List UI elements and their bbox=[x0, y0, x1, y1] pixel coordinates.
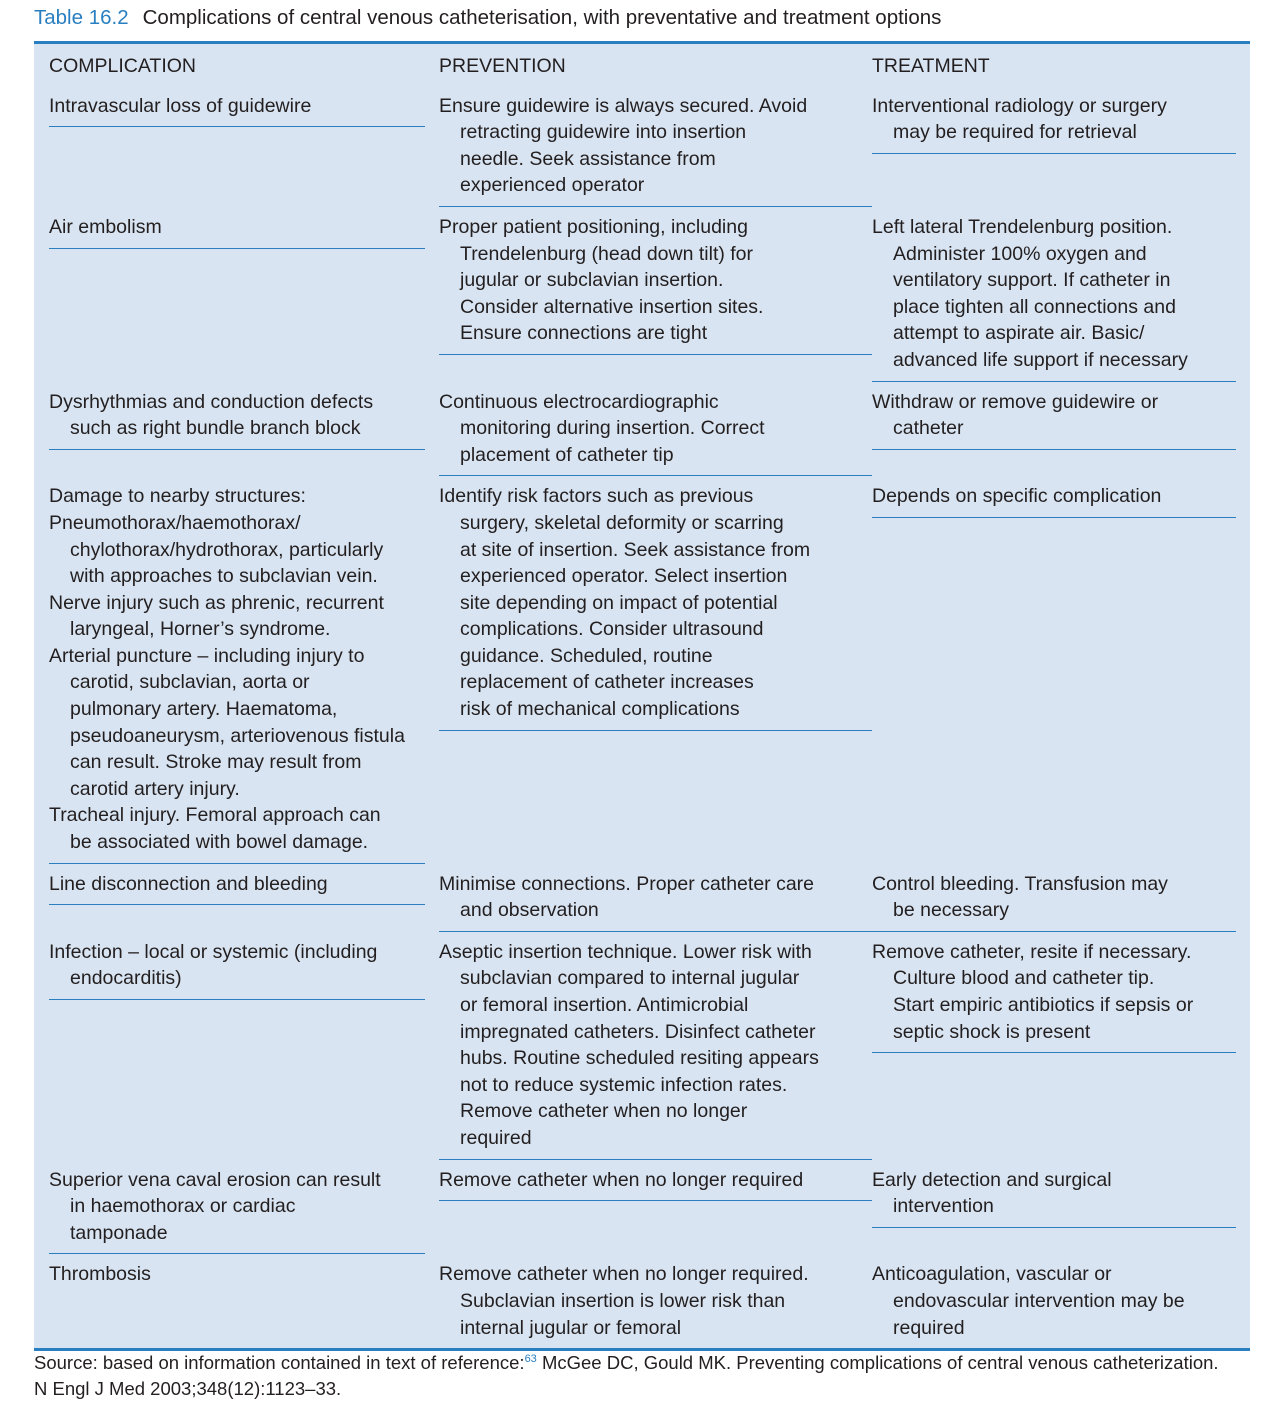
complication-text: Pneumothorax/haemothorax/ chylothorax/hydrothorax, particularly with approaches to subclavian vein. bbox=[49, 511, 384, 588]
reference-number: 63 bbox=[524, 1353, 537, 1365]
complication-cell bbox=[49, 476, 425, 863]
complication-text: Intravascular loss of guidewire bbox=[49, 94, 312, 117]
complication-cell bbox=[49, 86, 425, 128]
complication-cell bbox=[49, 932, 425, 1000]
table-row bbox=[34, 86, 1250, 207]
complication-cell bbox=[49, 382, 425, 450]
treatment-cell: Remove catheter, resite if necessary. Culture blood and catheter tip. Start empiric antibiotics if sepsis or septic shock is present bbox=[872, 932, 1236, 1053]
treatment-cell: Withdraw or remove guidewire or catheter bbox=[872, 382, 1236, 450]
source-citation: McGee DC, Gould MK. Preventing complications of central venous catheterization. N Engl J Med 2003;348(12):1123–33. bbox=[34, 1352, 1219, 1400]
table-title: Complications of central venous catheterisation, with preventative and treatment options bbox=[142, 6, 942, 29]
prevention-cell: Proper patient positioning, including Trendelenburg (head down tilt) for jugular or subclavian insertion. Consider alternative insertion sites. Ensure connections are tight bbox=[439, 207, 872, 355]
table-row bbox=[34, 382, 1250, 477]
prevention-cell: Minimise connections. Proper catheter care and observation bbox=[439, 864, 872, 932]
treatment-cell: Control bleeding. Transfusion may be necessary bbox=[872, 864, 1236, 932]
treatment-cell: Depends on specific complication bbox=[872, 476, 1236, 518]
treatment-cell: Left lateral Trendelenburg position. Administer 100% oxygen and ventilatory support. If catheter in place tighten all connections and attempt to aspirate air. Basic/ advanced life support if necessary bbox=[872, 207, 1236, 382]
table-caption bbox=[34, 6, 941, 30]
table-row bbox=[34, 932, 1250, 1160]
source-prefix: Source: based on information contained in text of reference: bbox=[34, 1352, 525, 1374]
header-prevention: PREVENTION bbox=[439, 55, 566, 77]
table-row bbox=[34, 1160, 1250, 1255]
complication-text: Infection – local or systemic (including endocarditis) bbox=[49, 940, 378, 990]
treatment-cell: Anticoagulation, vascular or endovascular intervention may be required bbox=[872, 1263, 1185, 1339]
source-note bbox=[34, 1346, 1234, 1402]
table-header-row bbox=[34, 44, 1250, 86]
table-row bbox=[34, 207, 1250, 382]
treatment-cell: Interventional radiology or surgery may be required for retrieval bbox=[872, 86, 1236, 154]
prevention-cell: Remove catheter when no longer required. Subclavian insertion is lower risk than internal jugular or femoral bbox=[439, 1263, 809, 1339]
treatment-cell: Early detection and surgical intervention bbox=[872, 1160, 1236, 1228]
complication-text: Superior vena caval erosion can result in haemothorax or cardiac tamponade bbox=[49, 1168, 381, 1244]
table-number: Table 16.2 bbox=[34, 6, 129, 29]
prevention-cell: Remove catheter when no longer required bbox=[439, 1160, 872, 1202]
complication-cell bbox=[49, 207, 425, 249]
complication-cell bbox=[49, 864, 425, 906]
prevention-cell: Continuous electrocardiographic monitoring during insertion. Correct placement of catheter tip bbox=[439, 382, 872, 477]
complication-text: Nerve injury such as phrenic, recurrent laryngeal, Horner’s syndrome. bbox=[49, 591, 384, 641]
complication-text: Air embolism bbox=[49, 215, 162, 238]
complication-text: Dysrhythmias and conduction defects such as right bundle branch block bbox=[49, 390, 374, 440]
prevention-cell: Aseptic insertion technique. Lower risk with subclavian compared to internal jugular or femoral insertion. Antimicrobial impregnated catheters. Disinfect catheter hubs. Routine scheduled resiting appears not to reduce systemic infection rates. Remove catheter when no longer required bbox=[439, 932, 872, 1160]
table-row bbox=[34, 476, 1250, 863]
complication-cell bbox=[49, 1160, 425, 1255]
prevention-cell: Identify risk factors such as previous surgery, skeletal deformity or scarring at site of insertion. Seek assistance from experienced operator. Select insertion site depending on impact of potential complications. Consider ultrasound guidance. Scheduled, routine replacement of catheter increases risk of mechanical complications bbox=[439, 476, 872, 730]
complication-text: Line disconnection and bleeding bbox=[49, 872, 328, 895]
table-row bbox=[34, 1254, 1250, 1348]
complication-text: Arterial puncture – including injury to carotid, subclavian, aorta or pulmonary artery. Haematoma, pseudoaneurysm, arteriovenous fistula can result. Stroke may result from carotid artery injury. bbox=[49, 644, 405, 800]
header-complication: COMPLICATION bbox=[49, 55, 196, 77]
complication-text: Thrombosis bbox=[49, 1263, 151, 1286]
complication-cell bbox=[49, 1254, 425, 1295]
complications-table bbox=[34, 41, 1250, 1351]
complication-text: Tracheal injury. Femoral approach can be associated with bowel damage. bbox=[49, 804, 381, 854]
header-treatment: TREATMENT bbox=[872, 55, 990, 77]
table-row bbox=[34, 864, 1250, 932]
prevention-cell: Ensure guidewire is always secured. Avoid retracting guidewire into insertion needle. Seek assistance from experienced operator bbox=[439, 86, 872, 207]
complication-text: Damage to nearby structures: bbox=[49, 485, 306, 508]
